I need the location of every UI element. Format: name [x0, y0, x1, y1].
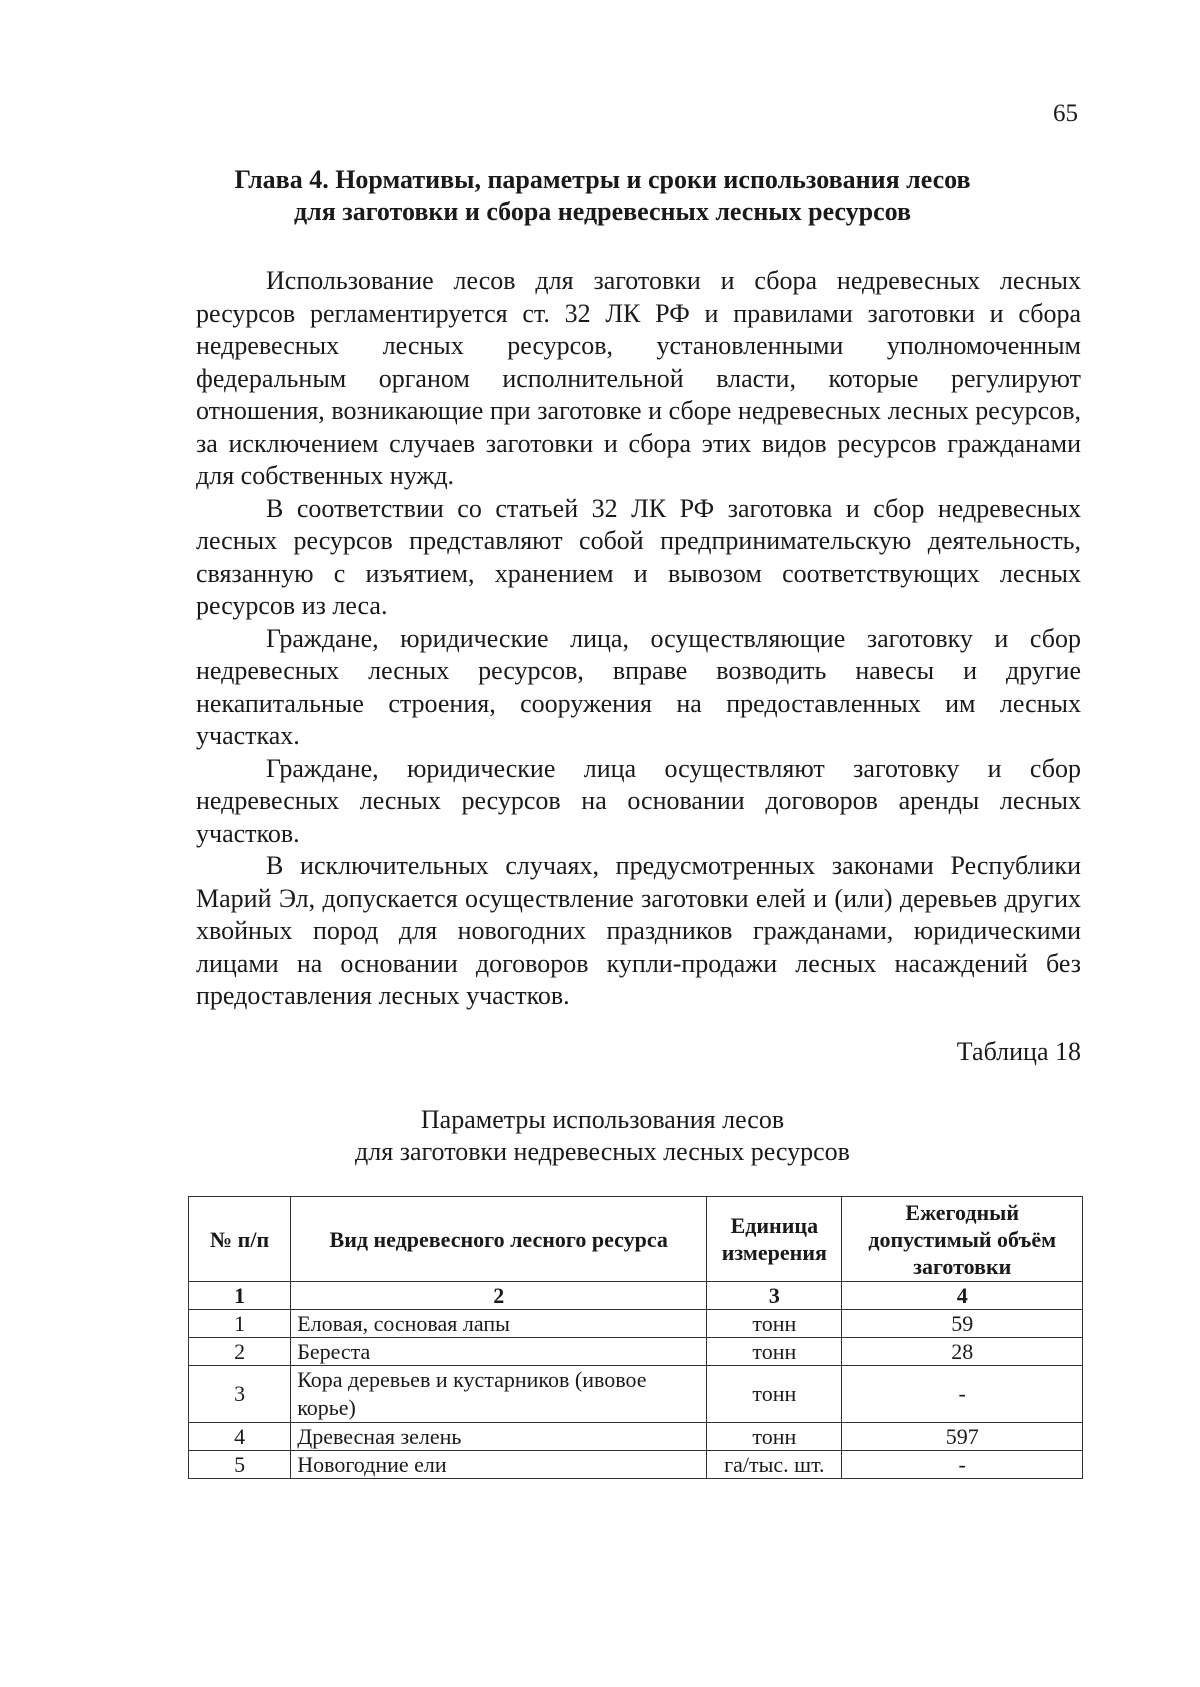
cell-volume: - [842, 1451, 1083, 1479]
table-caption-line-1: Параметры использования лесов [420, 1105, 785, 1134]
cell-resource: Новогодние ели [291, 1451, 707, 1479]
resources-table [188, 1196, 1083, 1479]
paragraph-3: Граждане, юридические лица, осуществляющие заготовку и сбор недревесных лесных ресурсов, вправе возводить навесы и другие некапитальные строения, сооружения на предоставленных им лесных участках. [196, 623, 1081, 750]
column-number: 1 [189, 1282, 291, 1310]
table-row [189, 1423, 1083, 1451]
cell-resource: Береста [291, 1338, 707, 1366]
cell-unit: тонн [707, 1338, 842, 1366]
cell-volume: 597 [842, 1423, 1083, 1451]
cell-unit: га/тыс. шт. [707, 1451, 842, 1479]
table-header-row [189, 1197, 1083, 1282]
table-column-number-row [189, 1282, 1083, 1310]
cell-number: 2 [189, 1338, 291, 1366]
cell-unit: тонн [707, 1366, 842, 1423]
paragraph-5: В исключительных случаях, предусмотренных законами Республики Марий Эл, допускается осуществление заготовки елей и (или) деревьев других хвойных пород для новогодних праздников гражданами, юридическими лицами на основании договоров купли-продажи лесных насаждений без предоставления лесных участков. [196, 851, 1081, 1010]
body-text [196, 265, 1081, 1013]
column-number: 2 [291, 1282, 707, 1310]
cell-resource: Древесная зелень [291, 1423, 707, 1451]
table-caption-line-2: для заготовки недревесных лесных ресурсов [355, 1137, 850, 1166]
cell-unit: тонн [707, 1423, 842, 1451]
table-label: Таблица 18 [956, 1037, 1081, 1066]
cell-number: 3 [189, 1366, 291, 1423]
cell-number: 1 [189, 1310, 291, 1338]
cell-number: 5 [189, 1451, 291, 1479]
paragraph-1: Использование лесов для заготовки и сбора недревесных лесных ресурсов регламентируется ст. 32 ЛК РФ и правилами заготовки и сбора недревесных лесных ресурсов, установленными уполномоченным федеральным органом исполнительной власти, которые регулируют отношения, возникающие при заготовке и сборе недревесных лесных ресурсов, за исключением случаев заготовки и сбора этих видов ресурсов гражданами для собственных нужд. [196, 266, 1081, 490]
cell-volume: - [842, 1366, 1083, 1423]
cell-resource: Кора деревьев и кустарников (ивовое корье) [291, 1366, 707, 1423]
chapter-title-line-2: для заготовки и сбора недревесных лесных ресурсов [293, 197, 912, 226]
paragraph-4: Граждане, юридические лица осуществляют заготовку и сбор недревесных лесных ресурсов на основании договоров аренды лесных участков. [196, 753, 1081, 848]
cell-volume: 28 [842, 1338, 1083, 1366]
table-row [189, 1310, 1083, 1338]
header-resource: Вид недревесного лесного ресурса [291, 1197, 707, 1282]
table-row [189, 1338, 1083, 1366]
paragraph-2: В соответствии со статьей 32 ЛК РФ заготовка и сбор недревесных лесных ресурсов представляют собой предпринимательскую деятельность, связанную с изъятием, хранением и вывозом соответствующих лесных ресурсов из леса. [196, 493, 1081, 620]
column-number: 3 [707, 1282, 842, 1310]
column-number: 4 [842, 1282, 1083, 1310]
page-number: 65 [1053, 100, 1078, 127]
cell-volume: 59 [842, 1310, 1083, 1338]
cell-number: 4 [189, 1423, 291, 1451]
table-row [189, 1451, 1083, 1479]
header-number: № п/п [189, 1197, 291, 1282]
table-caption [180, 1104, 1025, 1168]
chapter-title [180, 164, 1025, 228]
header-volume: Ежегодный допустимый объём заготовки [842, 1197, 1083, 1282]
cell-resource: Еловая, сосновая лапы [291, 1310, 707, 1338]
table-row [189, 1366, 1083, 1423]
chapter-title-line-1: Глава 4. Нормативы, параметры и сроки использования лесов [234, 165, 971, 194]
header-unit: Единица измерения [707, 1197, 842, 1282]
cell-unit: тонн [707, 1310, 842, 1338]
